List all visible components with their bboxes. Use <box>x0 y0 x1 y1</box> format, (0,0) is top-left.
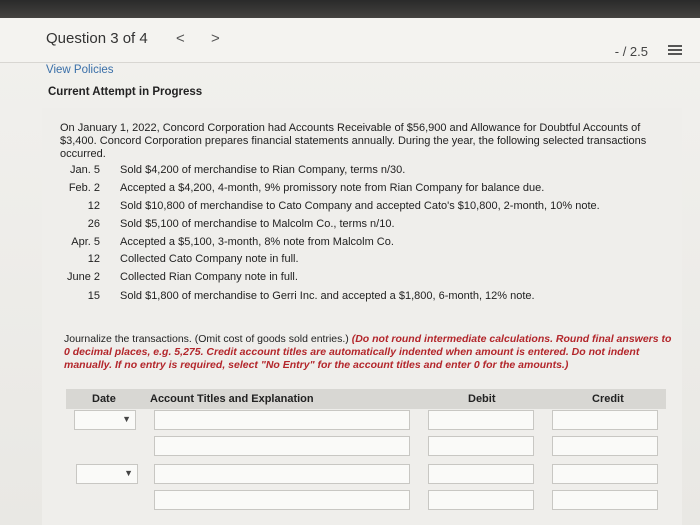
account-title-input[interactable] <box>154 490 410 510</box>
transaction-date: 12 <box>87 200 100 212</box>
credit-input[interactable] <box>552 410 658 430</box>
account-title-input[interactable] <box>154 436 410 456</box>
view-policies-link[interactable]: View Policies <box>46 64 114 76</box>
credit-input[interactable] <box>552 490 658 510</box>
date-select[interactable] <box>76 464 138 484</box>
transaction-date: Apr. 5 <box>71 236 100 248</box>
transaction-row <box>60 164 660 180</box>
column-header-credit: Credit <box>592 393 624 405</box>
next-question-icon[interactable]: > <box>211 30 220 47</box>
transaction-description: Sold $1,800 of merchandise to Gerri Inc. and accepted a $1,800, 6-month, 12% note. <box>120 290 535 302</box>
debit-input[interactable] <box>428 410 534 430</box>
attempt-status: Current Attempt in Progress <box>48 86 203 98</box>
question-header <box>0 18 700 63</box>
transaction-description: Sold $10,800 of merchandise to Cato Company and accepted Cato's $10,800, 2-month, 10% note. <box>120 200 600 212</box>
account-title-input[interactable] <box>154 410 410 430</box>
instructions-text: Journalize the transactions. (Omit cost of goods sold entries.) <box>64 333 352 345</box>
transaction-description: Sold $5,100 of merchandise to Malcolm Co., terms n/10. <box>120 218 395 230</box>
column-header-account: Account Titles and Explanation <box>150 393 314 405</box>
transaction-date: Jan. 5 <box>70 164 100 176</box>
column-header-date: Date <box>92 393 116 405</box>
account-title-input[interactable] <box>154 464 410 484</box>
debit-input[interactable] <box>428 436 534 456</box>
date-select[interactable] <box>74 410 136 430</box>
credit-input[interactable] <box>552 436 658 456</box>
transaction-date: 12 <box>87 253 100 265</box>
transaction-row <box>60 182 660 198</box>
journal-instructions <box>64 333 674 372</box>
transaction-description: Sold $4,200 of merchandise to Rian Company, terms n/30. <box>120 164 406 176</box>
transaction-description: Collected Cato Company note in full. <box>120 253 299 265</box>
transaction-date: Feb. 2 <box>68 182 100 194</box>
debit-input[interactable] <box>428 464 534 484</box>
chevron-down-icon: ▼ <box>124 468 133 478</box>
transaction-row <box>60 236 660 252</box>
transaction-description: Collected Rian Company note in full. <box>120 271 298 283</box>
transaction-row <box>60 290 660 306</box>
list-icon[interactable] <box>668 43 682 57</box>
journal-table-header <box>66 389 666 409</box>
transaction-date: 15 <box>87 290 100 302</box>
column-header-debit: Debit <box>468 393 496 405</box>
chevron-down-icon: ▼ <box>122 414 131 424</box>
transaction-row <box>60 253 660 269</box>
transaction-row <box>60 218 660 234</box>
transaction-description: Accepted a $4,200, 4-month, 9% promissory note from Rian Company for balance due. <box>120 182 545 194</box>
transaction-date: June 2 <box>66 271 100 283</box>
question-counter: Question 3 of 4 <box>46 30 148 47</box>
transaction-row <box>60 271 660 287</box>
problem-intro: On January 1, 2022, Concord Corporation had Accounts Receivable of $56,900 and Allowance for Doubtful Accounts of $3,400. Concord Corporation prepares financial statements annually. During the year, the following selected transactions occurred. <box>60 122 647 160</box>
debit-input[interactable] <box>428 490 534 510</box>
instructions-emphasis: (Do not round intermediate calculations. Round final answers to 0 decimal places, e.g. 5,275. Credit account titles are automatically indented when amount is entered. Do not indent manually. If no entry is required, select "No Entry" for the account titles and enter 0 for the amounts.) <box>64 333 672 371</box>
score-display: - / 2.5 <box>614 44 648 59</box>
transaction-row <box>60 200 660 216</box>
transaction-description: Accepted a $5,100, 3-month, 8% note from Malcolm Co. <box>120 236 394 248</box>
transaction-date: 26 <box>87 218 100 230</box>
previous-question-icon[interactable]: < <box>176 30 185 47</box>
credit-input[interactable] <box>552 464 658 484</box>
